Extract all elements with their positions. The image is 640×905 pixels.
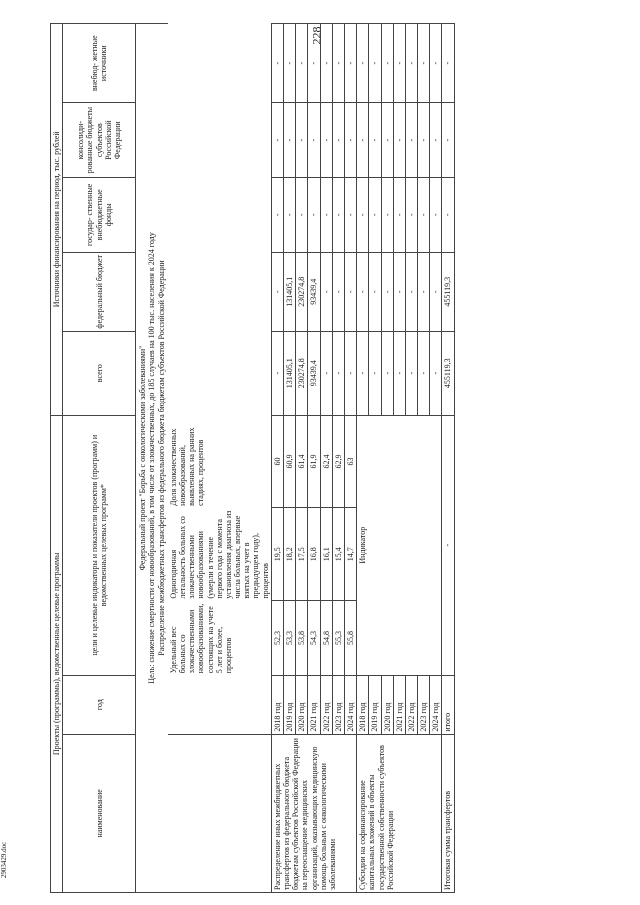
header-consolidated: консолиди- рованные бюджеты субъектов Российской Федерации [63,103,136,178]
value-cell: - [393,24,405,103]
value-cell: - [308,103,320,178]
value-cell: - [332,24,344,103]
value-cell: - [284,103,296,178]
value-cell: 93439,4 [308,331,320,415]
value-cell: - [405,331,417,415]
value-cell: 93439,4 [308,252,320,331]
value-cell: - [271,178,283,253]
value-cell: - [332,103,344,178]
year-cell: 2022 год [405,675,417,734]
value-cell: - [296,24,308,103]
year-cell: 2020 год [296,675,308,734]
value-cell: - [405,252,417,331]
year-cell: 2021 год [393,675,405,734]
value-cell: 54,8 [320,601,332,676]
value-cell: - [357,103,369,178]
year-cell: 2023 год [332,675,344,734]
value-cell: - [284,178,296,253]
section-sub: Распределение межбюджетных трансфертов из федерального бюджета бюджетам субъектов Российской Федерации [156,260,166,656]
value-cell: 53,8 [296,601,308,676]
section-header-row [136,24,168,893]
value-cell: - [332,178,344,253]
financing-table [50,23,455,893]
value-cell: - [332,252,344,331]
value-cell: - [393,331,405,415]
page-number: 228 [309,26,324,45]
value-cell: - [284,24,296,103]
value-cell: - [430,178,442,253]
value-cell: - [418,252,430,331]
value-cell: 61,4 [296,415,308,508]
year-cell: 2022 год [320,675,332,734]
value-cell: - [296,178,308,253]
indicator-label: Индикатор [357,415,442,675]
value-cell: - [271,252,283,331]
total-row-total: 455119,3 [442,331,454,415]
value-cell: 54,3 [308,601,320,676]
indicator-1-label: Удельный вес больных со злокачественными новообразованиями, состоящих на учете 5 лет и более, процентов [168,603,233,674]
value-cell: 62,9 [332,415,344,508]
value-cell: - [430,252,442,331]
value-cell: - [393,103,405,178]
value-cell: - [405,103,417,178]
value-cell: - [296,103,308,178]
value-cell: 61,9 [308,415,320,508]
value-cell: 55,8 [344,601,356,676]
total-row-name: Итоговая сумма трансфертов [442,734,454,892]
total-row-state: - [442,178,454,253]
header-financing-group: Источники финансирования на период, тыс. рублей [51,24,63,416]
value-cell: - [418,24,430,103]
value-cell: - [320,252,332,331]
value-cell: - [320,178,332,253]
footer-file-code: 2903429.doc [0,841,9,879]
value-cell: 14,7 [344,508,356,601]
total-row-federal: 455119,3 [442,252,454,331]
table-row [271,24,283,893]
value-cell: - [308,24,320,103]
total-row-consolidated: - [442,103,454,178]
indicator-3-label: Доля злокачественных новообразований, выявленных на ранних стадиях, процентов [168,427,206,506]
year-cell: 2021 год [308,675,320,734]
value-cell: - [393,178,405,253]
value-cell: 55,3 [332,601,344,676]
value-cell: 16,8 [308,508,320,601]
value-cell: - [369,331,381,415]
header-projects-group: Проекты (программы), ведомственные целевые программы [51,415,63,892]
value-cell: - [271,331,283,415]
header-state-funds: государ- ственные внебюджетные фонды [63,178,136,253]
value-cell: - [344,252,356,331]
value-cell: - [271,103,283,178]
value-cell: - [357,331,369,415]
value-cell: - [369,252,381,331]
value-cell: 230274,8 [296,252,308,331]
value-cell: - [320,103,332,178]
year-cell: 2024 год [430,675,442,734]
header-row [63,24,136,893]
header-offbudget: внебюд- жетные источники [63,24,136,103]
value-cell: - [332,331,344,415]
value-cell: 60 [271,415,283,508]
value-cell: - [271,24,283,103]
value-cell: 230274,8 [296,331,308,415]
year-cell: 2020 год [381,675,393,734]
section-title: Федеральный проект "Борьба с онкологическими заболеваниями" [138,345,148,571]
value-cell: - [357,252,369,331]
value-cell: - [430,331,442,415]
header-year: год [63,675,136,734]
total-row-offbudget: - [442,24,454,103]
value-cell: - [393,252,405,331]
value-cell: - [369,103,381,178]
value-cell: - [418,178,430,253]
year-cell: 2018 год [271,675,283,734]
value-cell: - [418,331,430,415]
value-cell: - [357,24,369,103]
value-cell: - [344,178,356,253]
value-cell: - [418,103,430,178]
total-row [442,24,454,893]
value-cell: 131405,1 [284,331,296,415]
header-federal: федеральный бюджет [63,252,136,331]
value-cell: - [369,24,381,103]
value-cell: - [344,24,356,103]
value-cell: - [430,103,442,178]
value-cell: - [405,24,417,103]
header-goals: цели и целевые индикаторы и показатели проектов (программ) и ведомственных целевых программ* [63,415,136,675]
value-cell: 15,4 [332,508,344,601]
value-cell: - [308,178,320,253]
value-cell: 17,5 [296,508,308,601]
year-cell: 2023 год [418,675,430,734]
row2-name: Субсидии на софинансирование капитальных вложений в объекты государственной собственности субъектов Российской Федерации [357,734,442,892]
value-cell: - [320,331,332,415]
value-cell: 19,5 [271,508,283,601]
row1-name: Распределение иных межбюджетных трансфертов из федерального бюджета бюджетам субъектов Российской Федерации на переоснащение медицинских организаций, оказывающих медицинскую помощь больным с онкологическими заболеваниями [271,734,356,892]
total-row-year: итого [442,675,454,734]
table-row [357,24,369,893]
value-cell: - [369,178,381,253]
value-cell: 16,1 [320,508,332,601]
total-row-goal: - [442,415,454,675]
header-name: наименование [63,734,136,892]
value-cell: - [430,24,442,103]
value-cell: - [381,103,393,178]
value-cell: 62,4 [320,415,332,508]
value-cell: - [344,103,356,178]
value-cell: - [381,24,393,103]
value-cell: 131405,1 [284,252,296,331]
year-cell: 2018 год [357,675,369,734]
value-cell: 60,9 [284,415,296,508]
header-group-row [51,24,63,893]
section-goal: Цель: снижение смертности от новообразований, в том числе от злокачественных, до 185 случаев на 100 тыс. населения к 2024 году [147,232,157,684]
rotated-table-page [50,23,640,893]
indicator-header-row [168,24,272,893]
value-cell: - [381,252,393,331]
value-cell: 18,2 [284,508,296,601]
value-cell: - [357,178,369,253]
value-cell: - [381,331,393,415]
value-cell: - [344,331,356,415]
header-total: всего [63,331,136,415]
year-cell: 2019 год [284,675,296,734]
value-cell: - [405,178,417,253]
year-cell: 2024 год [344,675,356,734]
year-cell: 2019 год [369,675,381,734]
value-cell: - [320,24,332,103]
value-cell: - [381,178,393,253]
value-cell: 52,3 [271,601,283,676]
value-cell: 63 [344,415,356,508]
value-cell: 53,3 [284,601,296,676]
indicator-2-label: Одногодичная летальность больных со злокачественными новообразованиями (умерли в течение первого года с момента установления диагноза из числа больных, впервые взятых на учет в предыдущем году), процентов [168,510,270,599]
